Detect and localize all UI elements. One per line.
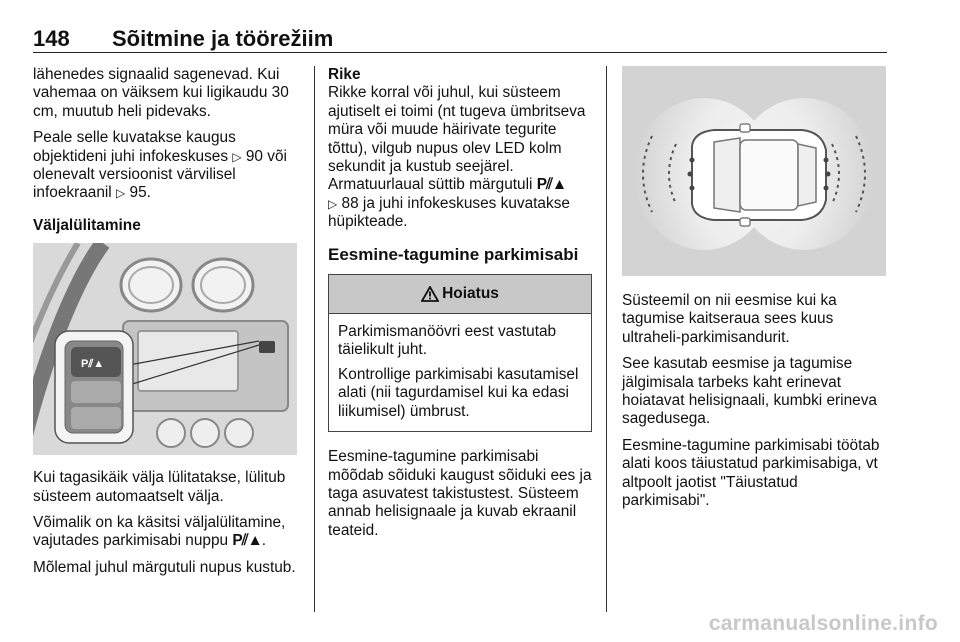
section-heading: Eesmine-tagumine parkimisabi xyxy=(328,244,579,264)
subheading: Väljalülitamine xyxy=(33,216,141,234)
paragraph: Eesmine-tagumine parkimisabi töötab alati koos täiustatud parkimisabiga, vt altpoolt jaotist "Täiustatud parkimisabi". xyxy=(622,436,880,510)
page-header xyxy=(33,18,887,53)
paragraph: Süsteemil on nii eesmise kui ka tagumise kaitseraua sees kuus ultraheli-parkimisandurit. xyxy=(622,292,837,346)
page-ref[interactable]: 90 xyxy=(245,147,263,165)
column-middle xyxy=(328,66,592,548)
paragraph: Parkimismanöövri eest vastutab täielikult juht. xyxy=(338,323,557,359)
svg-text:P⫽▲: P⫽▲ xyxy=(81,358,105,371)
park-assist-icon: P⫽▲ xyxy=(536,176,567,194)
text: Rikke korral või juhul, kui süsteem ajutiselt ei toimi (nt tugeva ümbritseva müra või muude häirivate tegurite tõttu), vilgub nupus olev LED kolm sekundit ja kustub seejärel. Armatuurlaual süttib märgutuli xyxy=(328,84,586,194)
paragraph: Kontrollige parkimisabi kasutamisel alati (nii tagurdamisel kui ka edasi liikumisel) ümbrust. xyxy=(338,365,579,420)
text: . xyxy=(146,184,151,202)
park-assist-icon: P⫽▲ xyxy=(232,532,262,550)
column-right xyxy=(622,66,886,518)
page-number: 148 xyxy=(33,26,70,51)
watermark: carmanualsonline.info xyxy=(708,612,938,635)
arrow-icon: ▷ xyxy=(116,186,126,201)
text: . xyxy=(261,532,266,550)
arrow-icon: ▷ xyxy=(232,149,242,164)
paragraph: See kasutab eesmise ja tagumise jälgimisala tarbeks kaht erinevat hoiatavat helisignaali, kumbki erineva sagedusega. xyxy=(622,355,877,428)
column-left xyxy=(33,66,301,585)
paragraph: Mõlemal juhul märgutuli nupus kustub. xyxy=(33,558,296,576)
text: Peale selle kuvatakse kaugus objektideni juhi infokeskuses xyxy=(33,129,236,165)
warning-header xyxy=(329,275,591,314)
warning-title: Hoiatus xyxy=(442,284,499,302)
warning-body xyxy=(329,314,591,431)
paragraph: Eesmine-tagumine parkimisabi mõõdab sõiduki kaugust sõiduki ees ja taga asuvatest takistustest. Süsteem annab helisignaale ja kuvab ekraanil teateid. xyxy=(328,448,592,539)
paragraph xyxy=(328,84,592,231)
warning-icon xyxy=(421,286,439,302)
paragraph: lähenedes signaalid sagenevad. Kui vahemaa on väiksem kui ligikaudu 30 cm, muutub heli pidevaks. xyxy=(33,66,289,120)
column-divider xyxy=(314,66,315,612)
paragraph xyxy=(33,514,301,551)
text: või olenevalt versioonist värvilisel infoekraanil xyxy=(33,147,287,202)
subheading: Rike xyxy=(328,66,361,83)
paragraph: Kui tagasikäik välja lülitatakse, lülitub süsteem automaatselt välja. xyxy=(33,469,286,505)
dashboard-button-figure xyxy=(33,243,297,455)
warning-box xyxy=(328,274,592,432)
text: Võimalik on ka käsitsi väljalülitamine, vajutades parkimisabi nuppu xyxy=(33,514,286,550)
column-divider xyxy=(606,66,607,612)
text: ja juhi infokeskuses kuvatakse hüpikteade. xyxy=(328,194,570,231)
paragraph xyxy=(33,129,301,203)
arrow-icon: ▷ xyxy=(328,196,338,211)
sensor-coverage-figure xyxy=(622,66,886,276)
page-title: Sõitmine ja töörežiim xyxy=(112,26,334,51)
page-ref[interactable]: 88 xyxy=(341,194,359,212)
page-ref[interactable]: 95 xyxy=(129,184,147,202)
